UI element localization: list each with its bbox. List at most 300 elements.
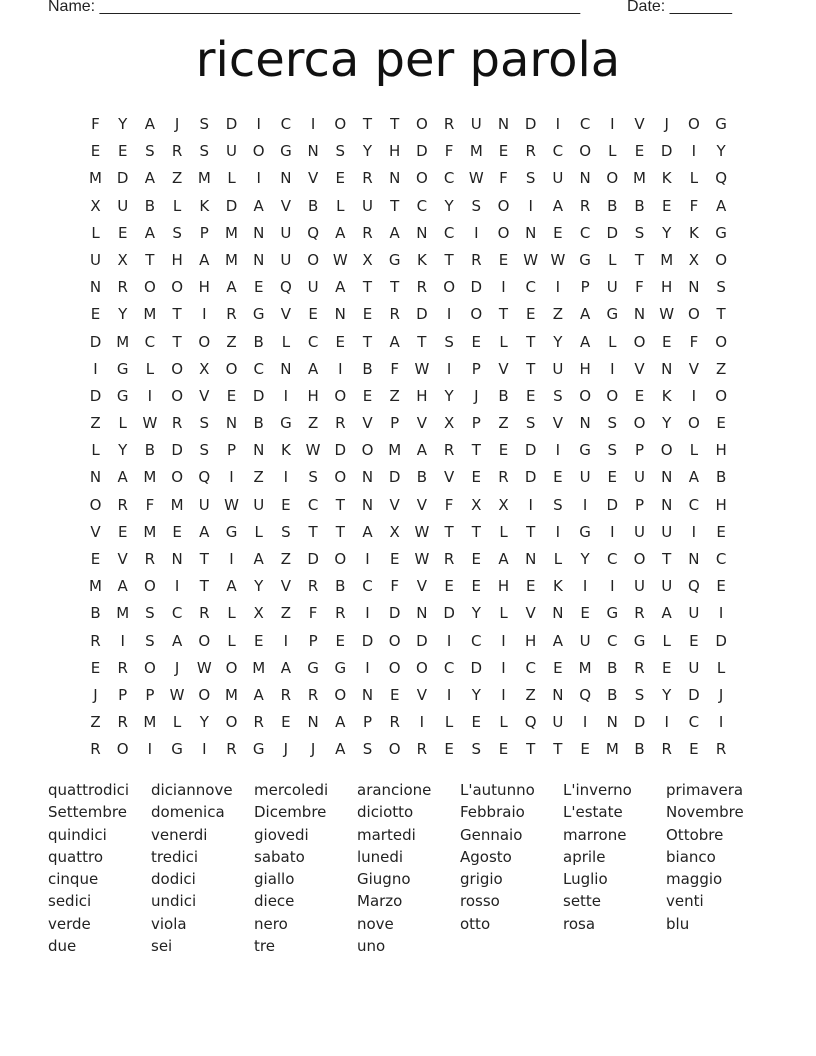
grid-letter: N — [416, 223, 428, 242]
grid-letter: E — [362, 305, 373, 324]
grid-letter: A — [335, 223, 346, 242]
grid-letter: G — [116, 359, 129, 378]
grid-letter: D — [225, 196, 238, 215]
grid-letter: E — [389, 685, 400, 704]
grid-letter: H — [307, 386, 319, 405]
grid-letter: A — [199, 250, 210, 269]
grid-letter: H — [416, 386, 428, 405]
grid-letter: V — [443, 468, 455, 487]
grid-row — [82, 165, 734, 192]
grid-letter: T — [498, 305, 509, 324]
grid-letter: E — [90, 658, 101, 677]
grid-letter: O — [171, 386, 183, 405]
grid-letter: L — [608, 250, 617, 269]
grid-letter: I — [256, 115, 261, 133]
grid-letter: L — [254, 522, 263, 541]
grid-letter: S — [335, 142, 346, 161]
grid-letter: R — [416, 278, 428, 297]
grid-letter: R — [525, 142, 536, 161]
grid-letter: Q — [715, 169, 727, 188]
word-list-item: Luglio — [563, 870, 608, 889]
grid-letter: Q — [198, 468, 211, 487]
grid-letter: P — [390, 414, 400, 433]
grid-letter: Y — [254, 577, 264, 596]
grid-letter: T — [362, 278, 373, 297]
word-list-item: Agosto — [460, 847, 512, 866]
grid-letter: K — [199, 196, 210, 215]
grid-letter: F — [444, 495, 454, 514]
grid-letter: N — [253, 223, 265, 242]
grid-letter: L — [118, 414, 127, 433]
grid-letter: A — [579, 305, 591, 324]
grid-letter: I — [610, 115, 615, 133]
grid-letter: T — [172, 332, 182, 351]
grid-letter: E — [172, 522, 182, 541]
grid-letter: E — [525, 305, 536, 324]
grid-letter: D — [416, 142, 428, 161]
word-row — [48, 824, 768, 846]
grid-letter: R — [443, 441, 455, 460]
grid-letter: U — [307, 278, 319, 297]
grid-letter: T — [471, 441, 481, 460]
grid-letter: V — [498, 359, 509, 378]
grid-letter: E — [226, 386, 237, 405]
grid-letter: B — [715, 468, 727, 487]
grid-letter: B — [144, 196, 156, 215]
grid-letter: T — [553, 740, 563, 759]
grid-letter: M — [116, 604, 130, 623]
grid-letter: V — [634, 115, 645, 133]
grid-letter: C — [579, 115, 591, 133]
grid-letter: R — [226, 305, 237, 324]
grid-letter: T — [526, 522, 536, 541]
grid-letter: P — [226, 441, 237, 460]
grid-letter: O — [715, 332, 727, 351]
grid-letter: J — [474, 386, 479, 405]
grid-letter: U — [579, 468, 591, 487]
grid-letter: R — [443, 550, 455, 568]
grid-letter: C — [144, 332, 156, 351]
grid-letter: I — [610, 522, 615, 541]
grid-letter: M — [89, 577, 102, 596]
grid-letter: E — [525, 386, 536, 405]
grid-letter: A — [335, 278, 346, 297]
grid-row — [82, 247, 734, 274]
grid-letter: R — [90, 631, 101, 650]
grid-row — [82, 437, 734, 464]
grid-letter: R — [117, 713, 128, 732]
grid-letter: A — [171, 631, 183, 650]
word-row — [48, 913, 768, 935]
word-list-item: L'inverno — [563, 781, 632, 799]
grid-letter: E — [498, 250, 509, 269]
grid-letter: Q — [279, 278, 292, 297]
grid-letter: I — [610, 359, 615, 378]
word-list-item: L'autunno — [460, 781, 535, 799]
grid-letter: N — [661, 359, 673, 378]
grid-letter: O — [388, 740, 401, 759]
grid-letter: I — [691, 522, 697, 541]
grid-letter: I — [93, 359, 98, 378]
grid-letter: G — [307, 658, 319, 677]
grid-letter: U — [90, 250, 101, 269]
grid-letter: D — [524, 468, 537, 487]
grid-letter: R — [498, 468, 509, 487]
grid-letter: R — [253, 713, 264, 732]
grid-letter: Y — [662, 223, 672, 242]
grid-letter: O — [443, 278, 455, 297]
grid-letter: D — [225, 115, 238, 133]
grid-letter: M — [252, 658, 266, 677]
grid-letter: U — [253, 495, 265, 514]
grid-letter: H — [525, 631, 537, 650]
grid-letter: T — [444, 250, 454, 269]
grid-letter: A — [362, 522, 373, 541]
grid-letter: G — [171, 740, 183, 759]
grid-letter: E — [553, 468, 563, 487]
grid-letter: N — [552, 604, 564, 623]
grid-letter: W — [550, 250, 566, 269]
grid-letter: D — [524, 115, 537, 133]
grid-letter: U — [634, 468, 645, 487]
grid-letter: V — [416, 685, 428, 704]
grid-letter: Z — [226, 332, 237, 351]
grid-letter: E — [607, 468, 618, 487]
grid-letter: Z — [498, 414, 509, 433]
grid-letter: T — [471, 522, 481, 541]
word-list-item: sette — [563, 892, 602, 911]
grid-letter: R — [661, 740, 672, 759]
grid-letter: S — [716, 278, 726, 297]
grid-letter: O — [225, 359, 238, 378]
grid-letter: S — [553, 495, 563, 514]
grid-letter: K — [661, 169, 672, 188]
grid-letter: E — [117, 223, 128, 242]
grid-letter: C — [688, 495, 700, 514]
grid-letter: V — [90, 522, 101, 541]
grid-letter: K — [661, 386, 672, 405]
word-list-item: Novembre — [666, 803, 744, 822]
grid-letter: G — [388, 250, 401, 269]
grid-letter: I — [446, 631, 452, 650]
grid-letter: Z — [90, 414, 101, 433]
grid-letter: A — [389, 332, 400, 351]
grid-letter: R — [634, 604, 645, 623]
grid-letter: S — [362, 740, 373, 759]
grid-letter: I — [446, 359, 452, 378]
grid-letter: T — [145, 250, 155, 269]
grid-letter: G — [579, 522, 591, 541]
grid-letter: E — [498, 142, 509, 161]
grid-letter: S — [634, 223, 645, 242]
word-list-item: Settembre — [48, 803, 127, 822]
grid-letter: M — [578, 658, 592, 677]
grid-letter: T — [199, 577, 209, 596]
grid-letter: R — [389, 305, 400, 324]
grid-letter: S — [471, 740, 482, 759]
grid-letter: I — [283, 631, 289, 650]
grid-letter: O — [415, 658, 428, 677]
grid-letter: I — [283, 468, 289, 487]
grid-letter: O — [252, 142, 265, 161]
grid-letter: O — [633, 550, 646, 568]
grid-letter: G — [334, 658, 347, 677]
grid-letter: F — [390, 577, 399, 596]
grid-letter: I — [555, 522, 561, 541]
grid-letter: R — [443, 115, 455, 133]
word-list-item: Febbraio — [460, 803, 525, 822]
grid-letter: N — [579, 414, 591, 433]
grid-letter: Z — [525, 685, 536, 704]
grid-letter: X — [362, 250, 373, 269]
grid-letter: X — [443, 414, 455, 433]
word-list-item: sabato — [254, 847, 305, 866]
grid-letter: T — [172, 305, 182, 324]
grid-letter: W — [659, 305, 675, 324]
grid-letter: F — [689, 332, 699, 351]
grid-letter: I — [555, 115, 561, 133]
grid-letter: I — [501, 658, 506, 677]
grid-letter: D — [307, 550, 319, 568]
grid-letter: H — [715, 495, 727, 514]
grid-letter: M — [143, 713, 157, 732]
grid-letter: T — [390, 115, 400, 133]
grid-letter: Z — [90, 713, 101, 732]
grid-letter: E — [525, 577, 536, 596]
grid-letter: M — [197, 169, 211, 188]
grid-letter: A — [199, 522, 210, 541]
grid-letter: R — [362, 169, 373, 188]
grid-letter: S — [607, 441, 618, 460]
word-list-item: giovedi — [254, 825, 309, 844]
word-list-item: cinque — [48, 870, 99, 889]
grid-letter: Z — [253, 468, 264, 487]
word-list-item: quattro — [48, 847, 103, 866]
grid-letter: I — [610, 577, 615, 596]
grid-letter: M — [170, 495, 184, 514]
grid-letter: H — [579, 359, 591, 378]
grid-letter: A — [253, 196, 264, 215]
grid-letter: O — [497, 223, 510, 242]
word-list-item: rosso — [460, 892, 500, 911]
grid-row — [82, 220, 734, 247]
grid-letter: P — [471, 359, 481, 378]
word-list-item: sei — [151, 937, 173, 956]
grid-letter: Z — [552, 305, 564, 324]
grid-letter: E — [661, 658, 672, 677]
grid-letter: P — [362, 713, 373, 732]
grid-letter: M — [633, 169, 646, 188]
grid-letter: G — [252, 305, 265, 324]
word-list-item: domenica — [151, 803, 225, 822]
grid-letter: E — [716, 577, 726, 596]
grid-letter: S — [471, 196, 482, 215]
grid-letter: D — [89, 386, 102, 405]
word-list-item: aprile — [563, 847, 606, 866]
grid-letter: R — [117, 278, 128, 297]
word-list-item: quindici — [48, 825, 107, 844]
grid-letter: W — [468, 169, 484, 188]
grid-letter: E — [661, 196, 672, 215]
grid-letter: N — [89, 278, 102, 297]
grid-letter: R — [335, 414, 346, 433]
grid-letter: H — [715, 441, 727, 460]
grid-letter: I — [120, 631, 125, 650]
grid-letter: U — [470, 115, 482, 133]
grid-letter: L — [91, 441, 100, 460]
grid-letter: Z — [280, 604, 292, 623]
grid-letter: I — [365, 658, 370, 677]
grid-letter: N — [525, 550, 537, 568]
grid-letter: H — [171, 250, 183, 269]
letter-grid — [82, 111, 734, 764]
grid-letter: R — [171, 414, 183, 433]
grid-letter: L — [281, 332, 291, 351]
grid-letter: D — [524, 441, 537, 460]
grid-letter: O — [334, 685, 347, 704]
grid-letter: V — [552, 414, 564, 433]
grid-letter: U — [688, 604, 700, 623]
grid-letter: A — [688, 468, 700, 487]
grid-letter: D — [470, 278, 483, 297]
grid-letter: O — [116, 740, 129, 759]
grid-letter: L — [662, 631, 671, 650]
grid-letter: Y — [662, 685, 672, 704]
grid-letter: A — [144, 169, 156, 188]
grid-letter: I — [582, 495, 588, 514]
grid-letter: I — [501, 685, 506, 704]
word-row — [48, 868, 768, 890]
grid-letter: T — [526, 332, 536, 351]
grid-letter: P — [308, 631, 318, 650]
grid-letter: L — [608, 332, 617, 351]
grid-letter: D — [660, 142, 673, 161]
grid-letter: N — [579, 169, 591, 188]
word-list-item: L'estate — [563, 803, 623, 822]
grid-letter: O — [715, 250, 727, 269]
grid-letter: A — [253, 550, 264, 568]
grid-letter: D — [89, 332, 102, 351]
word-list-item: sedici — [48, 892, 92, 911]
word-list-item: blu — [666, 914, 690, 933]
grid-letter: N — [280, 359, 292, 378]
grid-letter: M — [388, 441, 402, 460]
grid-letter: G — [606, 604, 619, 623]
grid-letter: G — [579, 441, 591, 460]
grid-letter: V — [280, 577, 292, 596]
grid-letter: N — [416, 604, 428, 623]
grid-letter: E — [661, 332, 672, 351]
grid-letter: R — [90, 740, 101, 759]
grid-letter: N — [280, 169, 292, 188]
word-list-item: grigio — [460, 870, 503, 889]
grid-letter: Y — [444, 196, 454, 215]
date-field-label: Date: _______ — [627, 0, 732, 15]
grid-letter: S — [145, 604, 155, 623]
grid-letter: B — [144, 441, 156, 460]
grid-row — [82, 301, 734, 328]
grid-letter: E — [281, 495, 291, 514]
grid-letter: V — [416, 414, 428, 433]
grid-letter: R — [715, 740, 727, 759]
grid-letter: E — [444, 577, 454, 596]
grid-letter: X — [498, 495, 509, 514]
grid-letter: O — [198, 332, 211, 351]
grid-letter: O — [497, 196, 510, 215]
grid-letter: T — [390, 278, 400, 297]
grid-letter: A — [416, 441, 428, 460]
grid-letter: A — [498, 550, 509, 568]
grid-letter: Z — [389, 386, 400, 405]
word-list-item: maggio — [666, 870, 723, 889]
grid-letter: C — [307, 495, 319, 514]
word-list-item: lunedi — [357, 847, 404, 866]
grid-letter: C — [525, 658, 536, 677]
grid-letter: Z — [171, 169, 183, 188]
grid-letter: U — [579, 631, 591, 650]
grid-letter: E — [90, 550, 101, 568]
grid-row — [82, 329, 734, 356]
grid-letter: V — [280, 305, 292, 324]
grid-letter: Z — [715, 359, 727, 378]
grid-letter: R — [171, 142, 183, 161]
grid-letter: N — [525, 223, 537, 242]
grid-letter: J — [93, 685, 98, 704]
grid-letter: M — [143, 522, 157, 541]
grid-letter: N — [361, 468, 374, 487]
grid-letter: X — [117, 250, 128, 269]
grid-letter: Y — [471, 685, 481, 704]
grid-letter: J — [174, 658, 180, 677]
grid-letter: T — [390, 196, 400, 215]
grid-letter: C — [443, 658, 455, 677]
grid-letter: G — [252, 740, 265, 759]
grid-letter: N — [389, 169, 401, 188]
grid-letter: B — [253, 332, 264, 351]
grid-letter: N — [606, 713, 618, 732]
grid-letter: T — [362, 115, 373, 133]
grid-letter: V — [416, 577, 428, 596]
grid-letter: M — [225, 250, 238, 269]
grid-letter: I — [256, 169, 261, 188]
grid-letter: S — [199, 115, 210, 133]
name-field-label: Name: ______________________________________________________ — [48, 0, 581, 15]
grid-letter: C — [525, 278, 536, 297]
grid-letter: R — [335, 604, 346, 623]
word-list-item: rosa — [563, 914, 596, 933]
grid-letter: A — [389, 223, 400, 242]
grid-letter: O — [687, 115, 700, 133]
grid-letter: Y — [580, 550, 590, 568]
grid-letter: J — [664, 115, 669, 133]
grid-letter: E — [90, 305, 101, 324]
grid-letter: O — [225, 713, 238, 732]
grid-letter: M — [660, 250, 674, 269]
grid-letter: U — [362, 196, 373, 215]
grid-row — [82, 628, 734, 655]
grid-letter: F — [308, 604, 318, 623]
grid-letter: I — [310, 115, 316, 133]
grid-letter: B — [607, 658, 618, 677]
grid-letter: C — [607, 631, 618, 650]
grid-letter: R — [634, 658, 645, 677]
grid-letter: N — [89, 468, 102, 487]
grid-row — [82, 736, 734, 763]
grid-letter: D — [470, 658, 483, 677]
grid-letter: U — [226, 142, 237, 161]
grid-letter: E — [689, 740, 699, 759]
grid-letter: O — [660, 441, 673, 460]
